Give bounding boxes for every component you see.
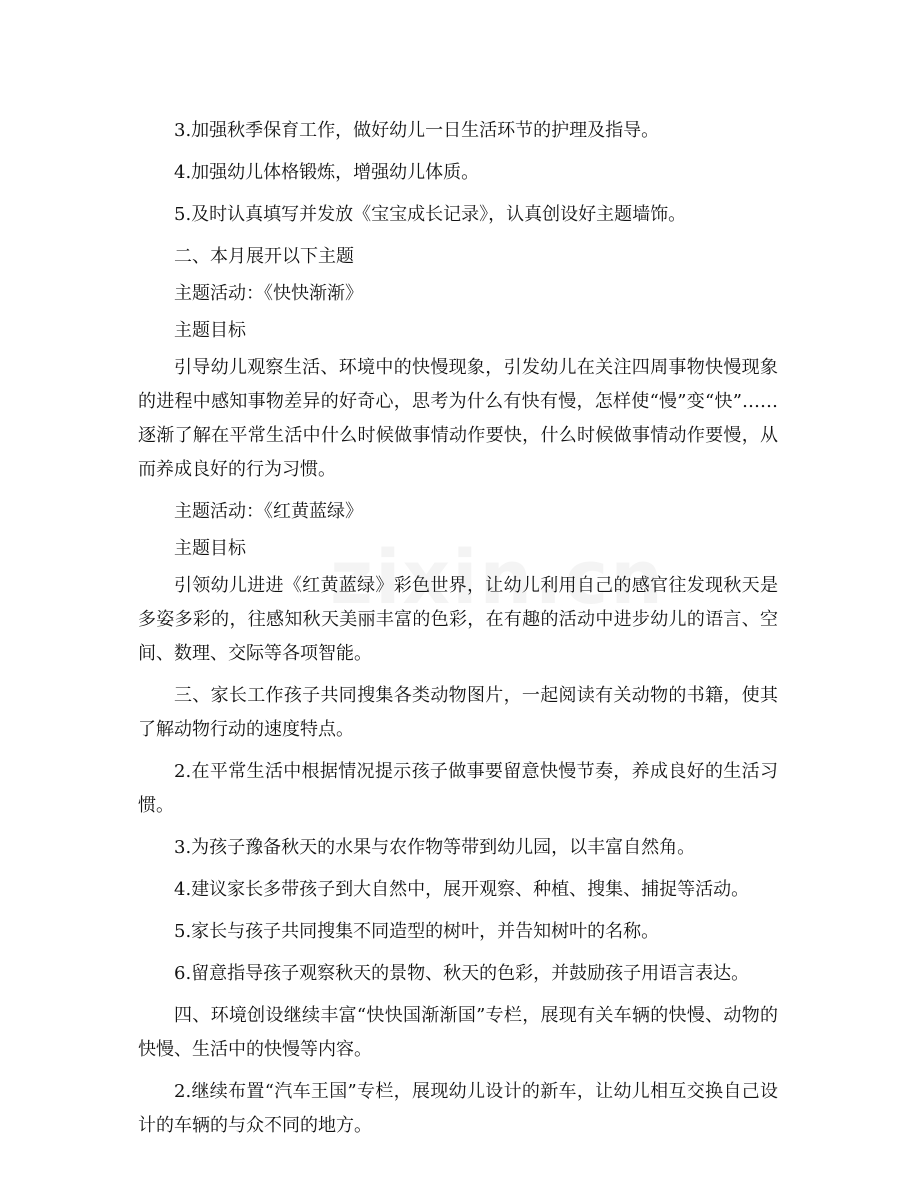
parent-item-5: 5.家长与孩子共同搜集不同造型的树叶，并告知树叶的名称。 <box>174 921 660 942</box>
theme-title-fast-slow: 主题活动：《快快渐渐》 <box>174 283 363 304</box>
section-environment: 四、环境创设继续丰富“快快国渐渐国”专栏，展现有关车辆的快慢、动物的快慢、生活中的快慢等内容。 <box>138 1005 778 1060</box>
theme-goal-text-colors: 引领幼儿进进《红黄蓝绿》彩色世界，让幼儿利用自己的感官往发现秋天是多姿多彩的，往感知秋天美丽丰富的色彩，在有趣的活动中进步幼儿的语言、空间、数理、交际等各项智能。 <box>138 575 778 664</box>
section-heading-themes: 二、本月展开以下主题 <box>174 246 354 267</box>
parent-item-6: 6.留意指导孩子观察秋天的景物、秋天的色彩，并鼓励孩子用语言表达。 <box>174 963 750 984</box>
parent-item-2: 2.在平常生活中根据情况提示孩子做事要留意快慢节奏，养成良好的生活习惯。 <box>138 761 778 816</box>
theme-goal-heading-colors: 主题目标 <box>174 538 246 559</box>
paragraph-growth-record: 5.及时认真填写并发放《宝宝成长记录》，认真创设好主题墙饰。 <box>174 204 687 225</box>
parent-item-3: 3.为孩子豫备秋天的水果与农作物等带到幼儿园，以丰富自然角。 <box>174 837 696 858</box>
parent-item-4: 4.建议家长多带孩子到大自然中，展开观察、种植、搜集、捕捉等活动。 <box>174 879 750 900</box>
theme-title-colors: 主题活动：《红黄蓝绿》 <box>174 501 363 522</box>
paragraph-autumn-care: 3.加强秋季保育工作，做好幼儿一日生活环节的护理及指导。 <box>174 120 660 141</box>
theme-goal-text-fast-slow: 引导幼儿观察生活、环境中的快慢现象，引发幼儿在关注四周事物快慢现象的进程中感知事物差异的好奇心，思考为什么有快有慢，怎样使“慢”变“快”……逐渐了解在平常生活中什么时候做事情动作要快，什么时候做事情动作要慢，从而养成良好的行为习惯。 <box>138 357 778 480</box>
document-body <box>138 114 778 1151</box>
section-parent-work: 三、家长工作孩子共同搜集各类动物图片，一起阅读有关动物的书籍，使其了解动物行动的速度特点。 <box>138 685 778 740</box>
paragraph-physical-exercise: 4.加强幼儿体格锻炼，增强幼儿体质。 <box>174 162 480 183</box>
environment-item-2: 2.继续布置“汽车王国”专栏，展现幼儿设计的新车，让幼儿相互交换自己设计的车辆的与众不同的地方。 <box>138 1081 778 1136</box>
theme-goal-heading-fast-slow: 主题目标 <box>174 320 246 341</box>
